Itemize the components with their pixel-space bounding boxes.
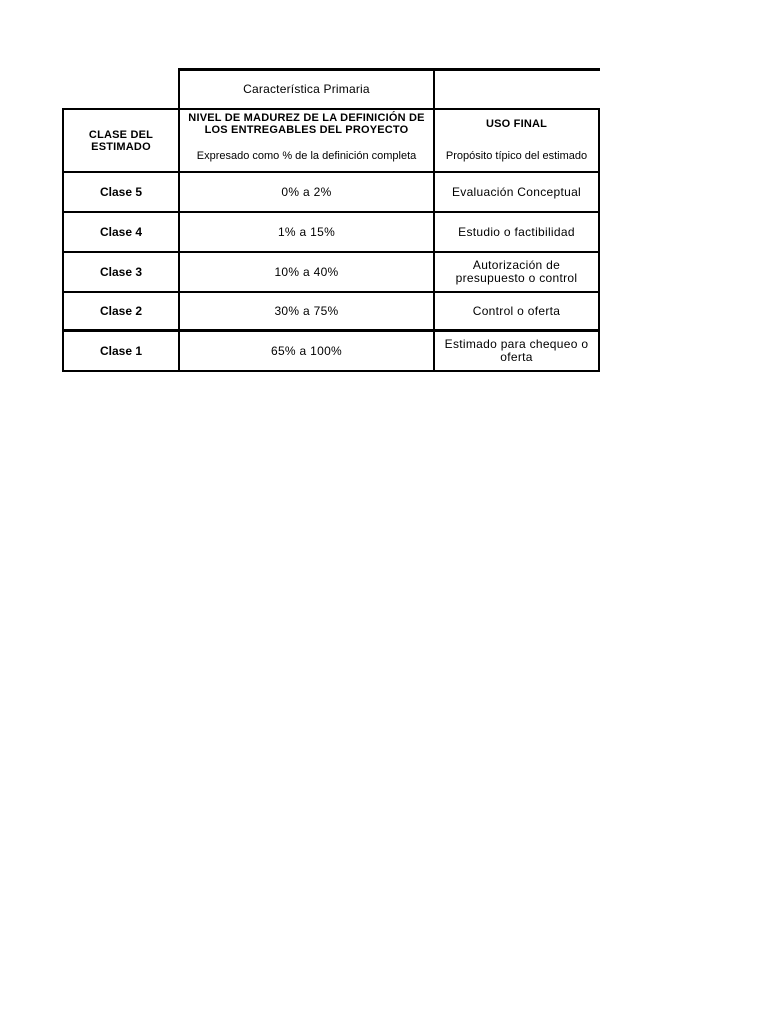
table-row-use-cell [435,253,598,291]
table-row-maturity-cell [180,213,433,251]
maturity-column-header [180,112,433,171]
table-row-maturity-cell [180,173,433,211]
maturity-value: 30% a 75% [274,303,339,318]
use-value: Autorización de presupuesto o control [455,258,578,285]
table-row-use-cell [435,332,598,370]
table-row-class-cell [64,213,178,251]
table-row-class-cell [64,173,178,211]
border [598,108,600,372]
class-label: Clase 4 [99,224,143,239]
class-column-header [64,110,178,171]
use-value: Estimado para chequeo o oferta [444,337,589,364]
maturity-value: 65% a 100% [270,343,343,358]
table-row-class-cell [64,293,178,329]
table-row-use-cell [435,173,598,211]
class-label: Clase 3 [99,264,143,279]
border [62,370,600,372]
primary-characteristic-header [180,71,433,108]
use-column-sublabel: Propósito típico del estimado [445,150,588,162]
maturity-column-label: NIVEL DE MADUREZ DE LA DEFINICIÓN DE LOS ENTREGABLES DEL PROYECTO [188,112,425,136]
use-value: Evaluación Conceptual [451,184,582,199]
use-column-header [435,118,598,171]
class-label: Clase 5 [99,184,143,199]
maturity-column-sublabel: Expresado como % de la definición completa [196,150,417,162]
use-value: Control o oferta [472,303,561,318]
use-value: Estudio o factibilidad [458,224,575,239]
table-row-use-cell [435,293,598,329]
table-row-maturity-cell [180,253,433,291]
use-column-label: USO FINAL [485,118,548,130]
class-label: Clase 1 [99,343,143,358]
table-row-class-cell [64,332,178,370]
class-column-label: CLASE DEL ESTIMADO [88,128,154,153]
table-row-maturity-cell [180,293,433,329]
primary-characteristic-label: Característica Primaria [243,82,370,96]
table-row-class-cell [64,253,178,291]
table-row-maturity-cell [180,332,433,370]
table-row-use-cell [435,213,598,251]
maturity-value: 1% a 15% [277,224,336,239]
class-label: Clase 2 [99,303,143,318]
maturity-value: 10% a 40% [274,264,339,279]
maturity-value: 0% a 2% [281,184,332,199]
